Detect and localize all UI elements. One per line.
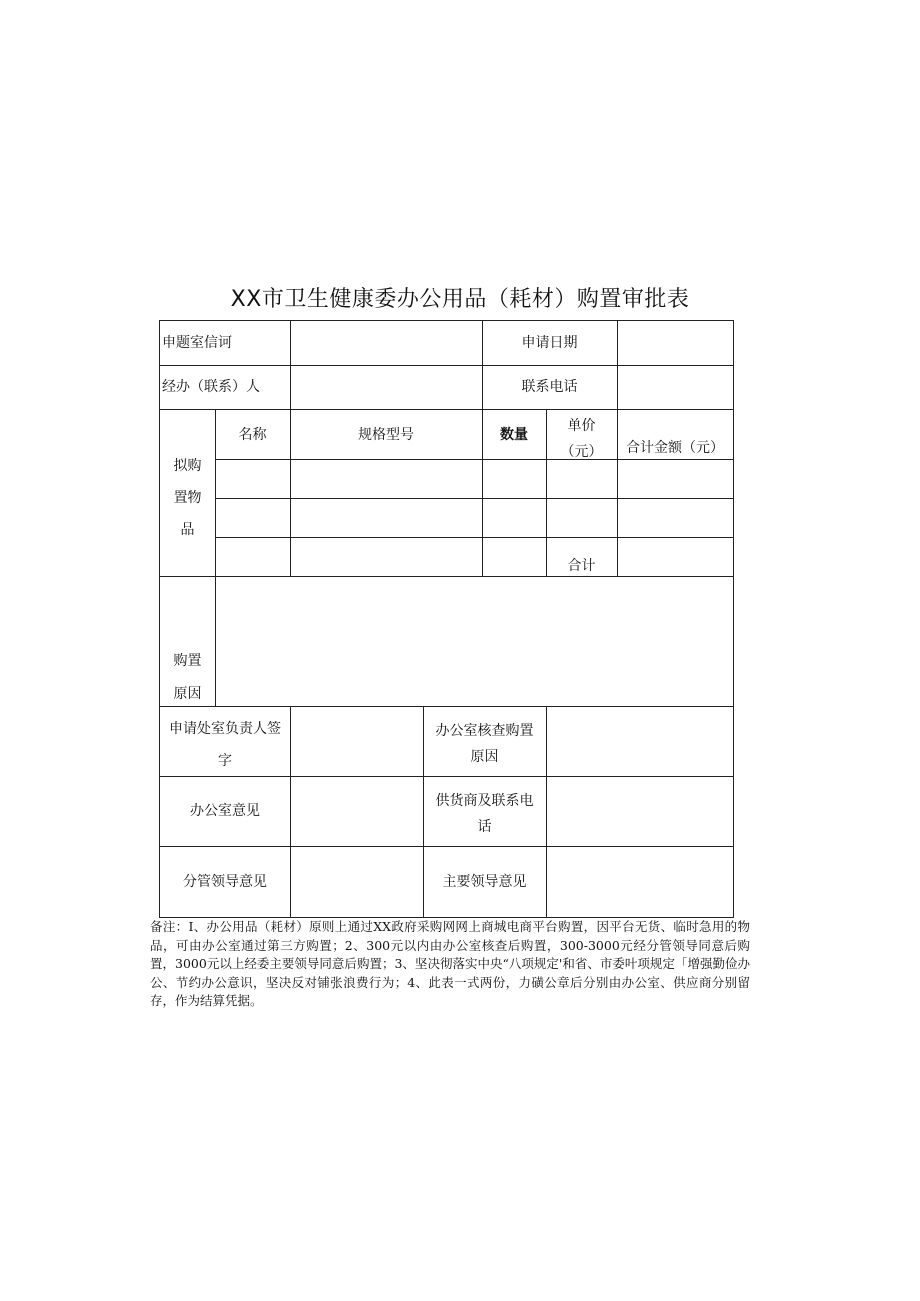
apply-date-label: 申请日期: [521, 335, 578, 351]
office-opinion-label: 办公室意见: [190, 803, 260, 819]
row-divider: [215, 498, 733, 499]
reason-label-2: 原因: [173, 686, 202, 702]
items-section-label-1: 拟购: [173, 458, 202, 474]
col-header-price-2: （元）: [560, 444, 603, 460]
row-divider: [160, 409, 733, 410]
col-header-spec: 规格型号: [358, 427, 414, 443]
col-header-name: 名称: [238, 427, 267, 443]
col-header-price-1: 单价: [567, 418, 596, 434]
contact-phone-label: 联系电话: [521, 379, 578, 395]
office-check-label-1: 办公室核查购置: [435, 723, 534, 739]
office-check-label-2: 原因: [470, 749, 499, 765]
dept-head-sign-label-2: 字: [218, 753, 232, 769]
row-divider: [215, 459, 733, 460]
dept-head-sign-label-1: 申请处室负责人签: [169, 721, 281, 737]
supplier-label-1: 供货商及联系电: [435, 793, 534, 809]
total-label: 合计: [567, 558, 596, 574]
contact-phone-field[interactable]: [618, 366, 732, 408]
approval-form-table: [159, 320, 734, 918]
row-divider: [215, 537, 733, 538]
reason-field[interactable]: [216, 577, 732, 705]
contact-person-field[interactable]: [291, 366, 481, 408]
supplier-label-2: 话: [477, 819, 492, 835]
row-divider: [160, 776, 733, 777]
row-divider: [160, 846, 733, 847]
remarks-note: 备注：I、办公用品（耗材）原则上通过XX政府采购网网上商城电商平台购置，因平台无货、临时急用的物品，可由办公室通过第三方购置；2、300元以内由办公室核查后购置，300-3000元经分管领导同意后购置，3000元以上经委主要领导同意后购置；3、坚决彻落实中央“八项规定'和省、市委叶项规定「增强勤俭办公、节约办公意识，坚决反对铺张浪费行为；4、此表一式两份，力磺公章后分别由办公室、供应商分别留存，作为结算凭据。: [150, 919, 750, 1008]
main-leader-opinion-label: 主要领导意见: [442, 874, 527, 890]
col-divider: [546, 706, 547, 917]
row-divider: [160, 706, 733, 707]
col-divider: [290, 706, 291, 917]
reason-label-1: 购置: [173, 653, 202, 669]
apply-date-field[interactable]: [618, 322, 732, 364]
applicant-dept-label: 申题室信诃: [162, 335, 232, 351]
items-section-label-2: 置物: [173, 490, 202, 506]
leader-opinion-label: 分管领导意见: [183, 874, 267, 890]
col-header-amount: 合计金额（元）: [626, 440, 724, 456]
form-title: XX市卫生健康委办公用品（耗材）购置审批表: [230, 287, 690, 312]
contact-person-label: 经办（联系）人: [162, 379, 260, 395]
applicant-dept-field[interactable]: [291, 322, 481, 364]
items-section-label-3: 品: [180, 522, 195, 538]
col-header-qty: 数量: [500, 427, 528, 443]
